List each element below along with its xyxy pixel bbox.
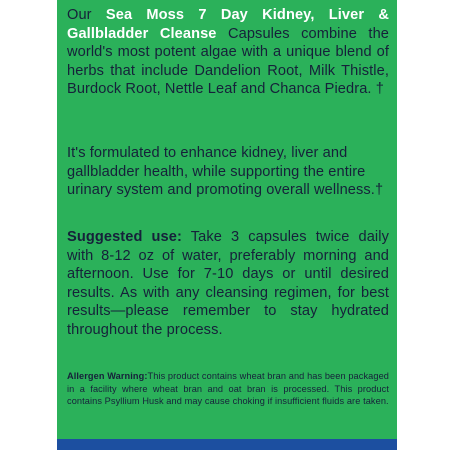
suggested-use-section bbox=[67, 228, 389, 340]
product-label-panel bbox=[57, 0, 397, 450]
suggested-use-label: Suggested use: bbox=[67, 229, 182, 245]
intro-lead: Our bbox=[67, 7, 106, 23]
benefit-statement: It's formulated to enhance kidney, liver and gallbladder health, while supporting the entire urinary system and promoting overall wellness.† bbox=[67, 145, 384, 199]
intro-body: Capsules combine the world's most potent algae with a unique blend of herbs that include Dandelion Root, Milk Thistle, Burdock Root, Nettle Leaf and Chanca Piedra. † bbox=[67, 25, 389, 98]
allergen-warning-text: This product contains wheat bran and has been packaged in a facility where wheat bran and oat bran is processed. This product contains Psyllium Husk and may cause choking if insufficient fluids are taken. bbox=[67, 371, 389, 407]
product-name: Sea Moss 7 Day Kidney, Liver & Gallbladder Cleanse bbox=[67, 7, 389, 42]
allergen-warning-label: Allergen Warning: bbox=[67, 371, 148, 381]
bottom-color-strip bbox=[57, 439, 397, 450]
product-description bbox=[67, 6, 389, 99]
suggested-use-text: Take 3 capsules twice daily with 8-12 oz of water, preferably morning and afternoon. Use for 7-10 days or until desired results. As with any cleansing regimen, for best results—please remember to stay hydrated throughout the process. bbox=[67, 229, 389, 338]
allergen-warning bbox=[67, 370, 389, 408]
